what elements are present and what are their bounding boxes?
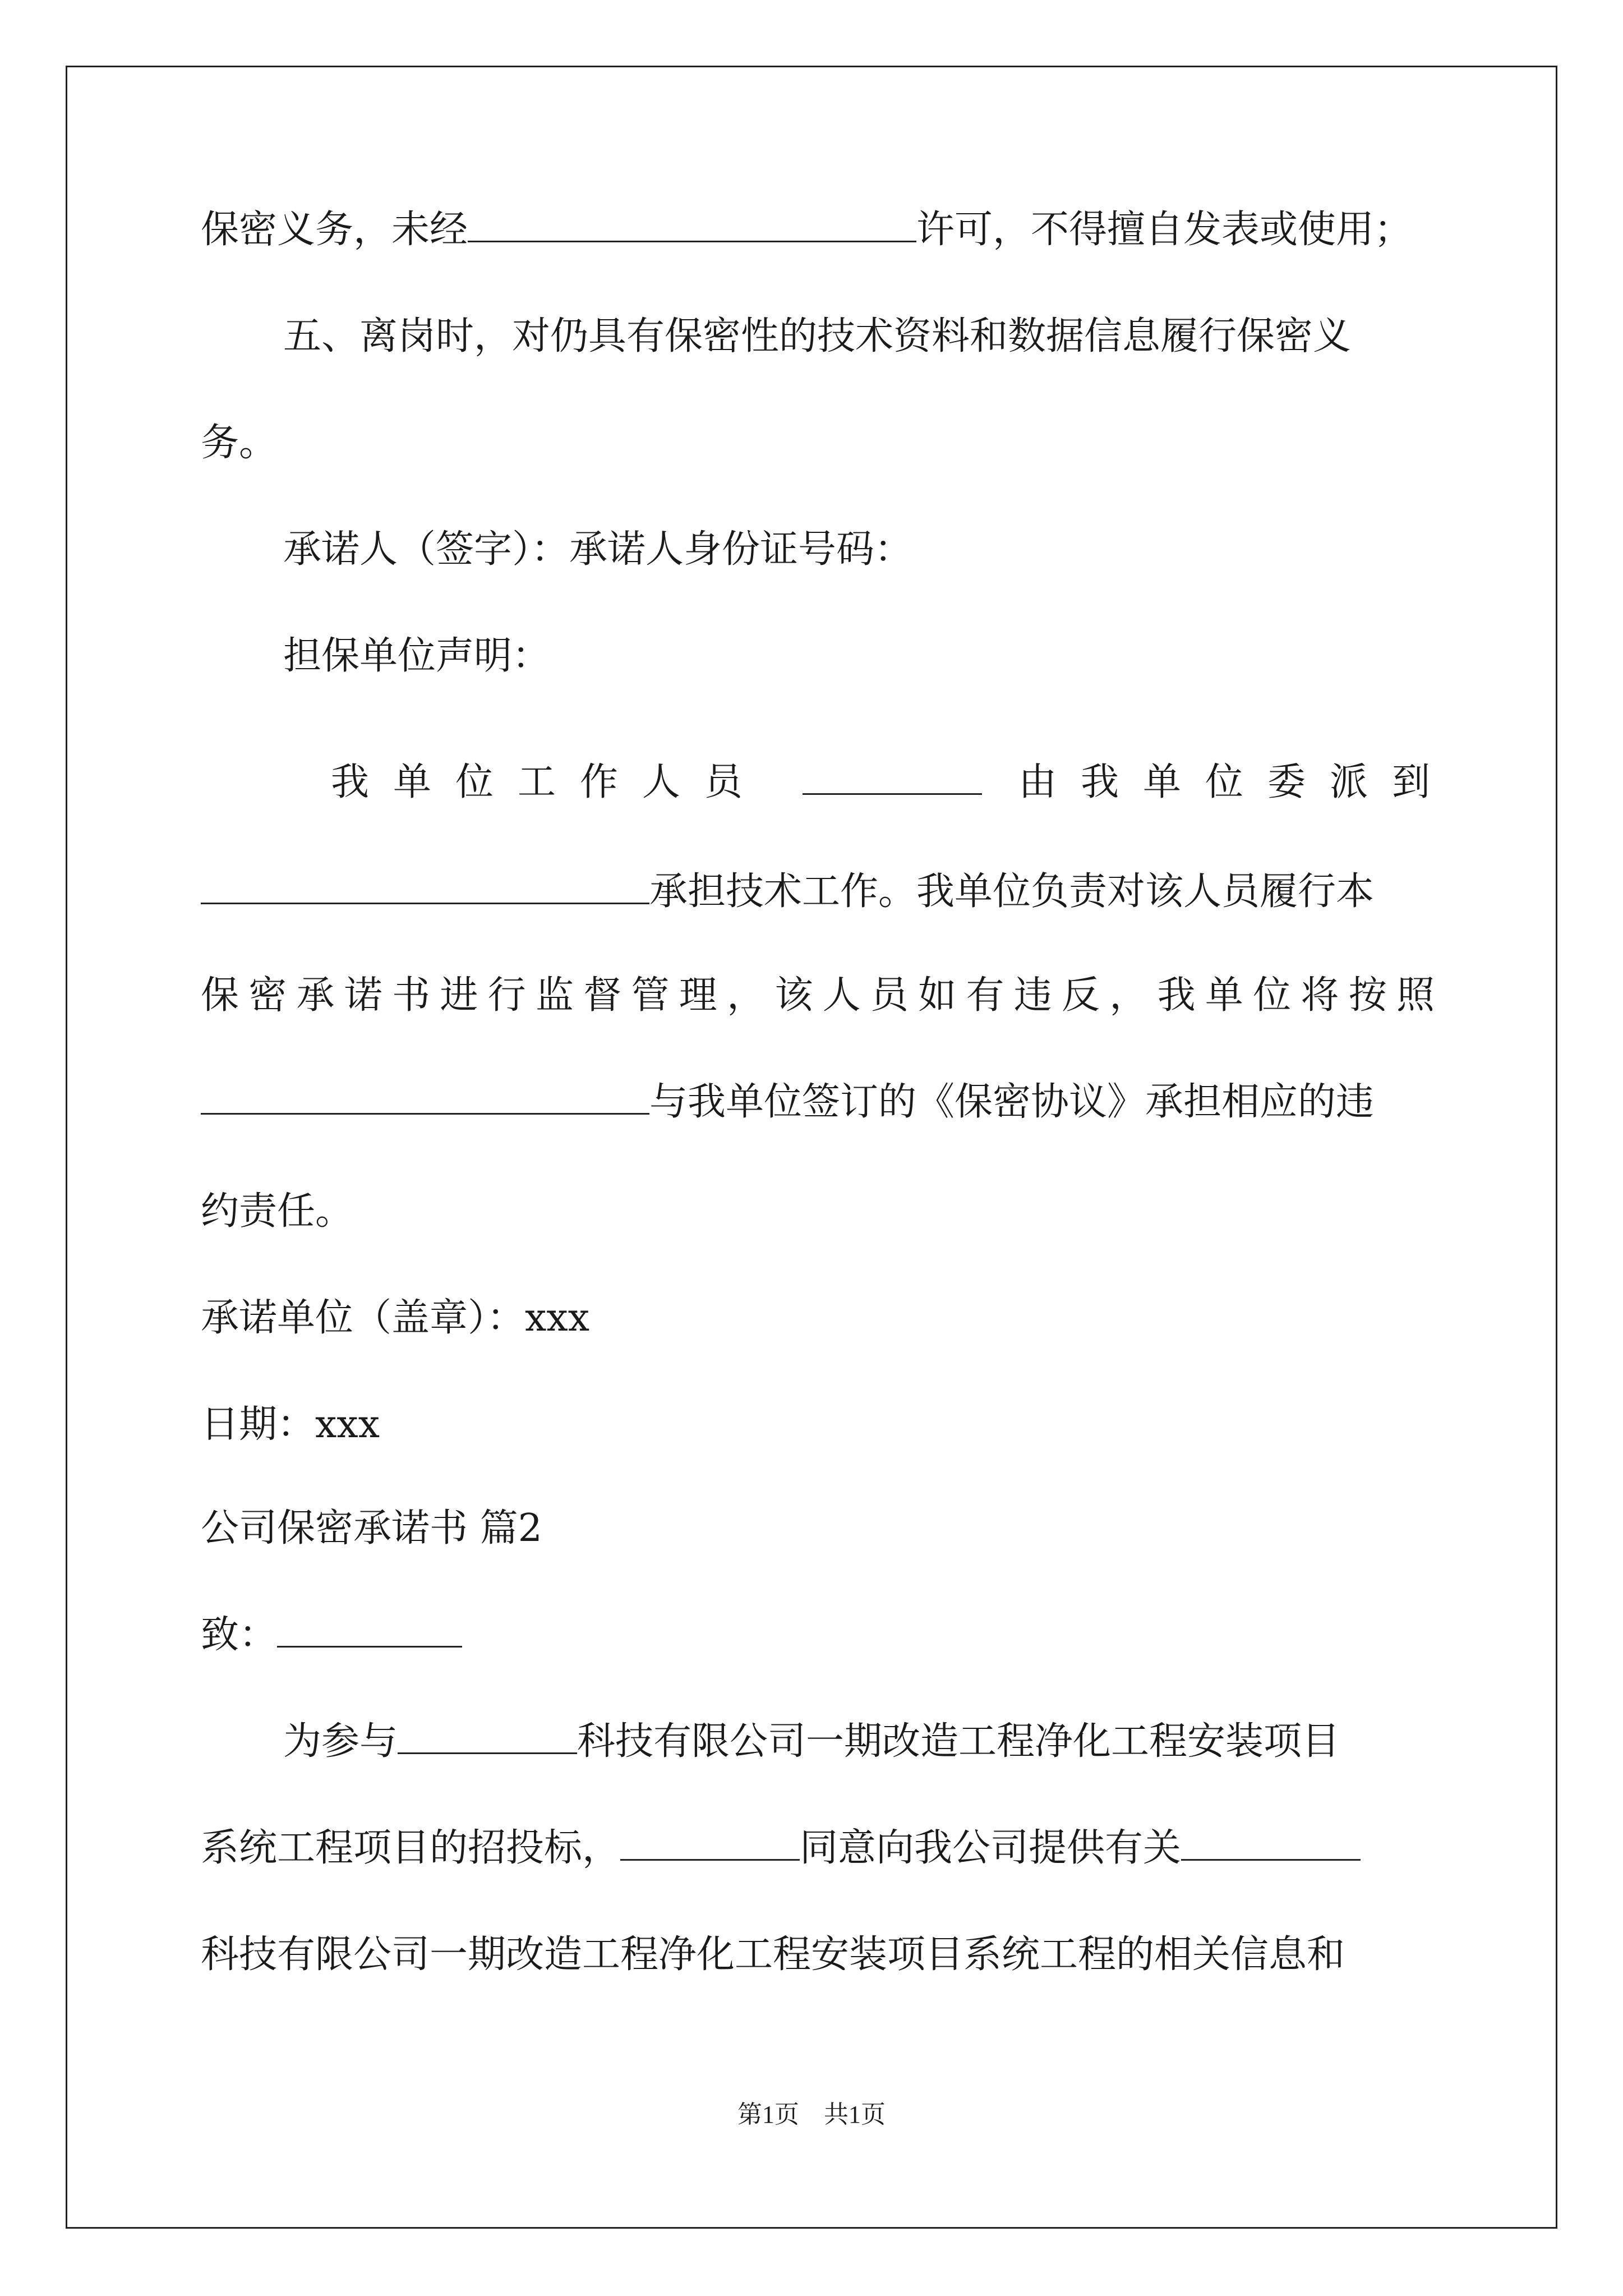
- text-line-14: [201, 1610, 1435, 1660]
- blank-field[interactable]: [398, 1718, 577, 1754]
- blank-field[interactable]: [620, 1824, 800, 1861]
- text-line-2: 五、离岗时，对仍具有保密性的技术资料和数据信息履行保密义: [283, 314, 1352, 358]
- text-segment: 许可，不得擅自发表或使用；: [916, 208, 1413, 252]
- blank-field[interactable]: [201, 1078, 649, 1115]
- blank-field[interactable]: [803, 758, 982, 795]
- text-line-5: 担保单位声明：: [283, 634, 551, 678]
- text-segment: 由我单位委派到: [1018, 760, 1430, 804]
- text-line-4: 承诺人（签字）：承诺人身份证号码：: [283, 527, 913, 572]
- text-segment: 我单位工作人员: [331, 760, 767, 804]
- text-segment: 为参与: [283, 1719, 398, 1764]
- blank-field[interactable]: [277, 1611, 462, 1648]
- text-segment: 系统工程项目的招投标，: [201, 1826, 621, 1870]
- text-line-16: [201, 1823, 1435, 1874]
- section-heading: 公司保密承诺书 篇2: [201, 1506, 542, 1550]
- text-line-7: [201, 867, 1435, 917]
- page-footer: 第1页 共1页: [737, 2101, 886, 2128]
- page-border: [66, 66, 1557, 2229]
- text-segment: 致：: [201, 1613, 278, 1657]
- text-segment: 科技有限公司一期改造工程净化工程安装项目: [577, 1719, 1340, 1764]
- text-line-1: [201, 205, 1435, 255]
- text-segment: 同意向我公司提供有关: [800, 1826, 1182, 1870]
- text-segment: 与我单位签订的《保密协议》承担相应的违: [649, 1080, 1375, 1124]
- text-line-17: 科技有限公司一期改造工程净化工程安装项目系统工程的相关信息和: [201, 1932, 1345, 1977]
- text-segment: 承担技术工作。我单位负责对该人员履行本: [649, 869, 1375, 914]
- blank-field[interactable]: [201, 868, 649, 904]
- blank-field[interactable]: [468, 206, 916, 242]
- text-line-9: [201, 1077, 1435, 1128]
- text-line-11: 承诺单位（盖章）：xxx: [201, 1296, 590, 1340]
- text-line-6: [331, 757, 1430, 808]
- text-line-3: 务。: [201, 421, 278, 465]
- text-line-12: 日期：xxx: [201, 1402, 380, 1447]
- text-segment: 保密义务，未经: [201, 208, 468, 252]
- text-line-8: 保密承诺书进行监督管理，该人员如有违反，我单位将按照: [201, 973, 1435, 1018]
- blank-field[interactable]: [1181, 1824, 1361, 1861]
- text-line-10: 约责任。: [201, 1189, 354, 1234]
- text-line-15: [283, 1717, 1435, 1767]
